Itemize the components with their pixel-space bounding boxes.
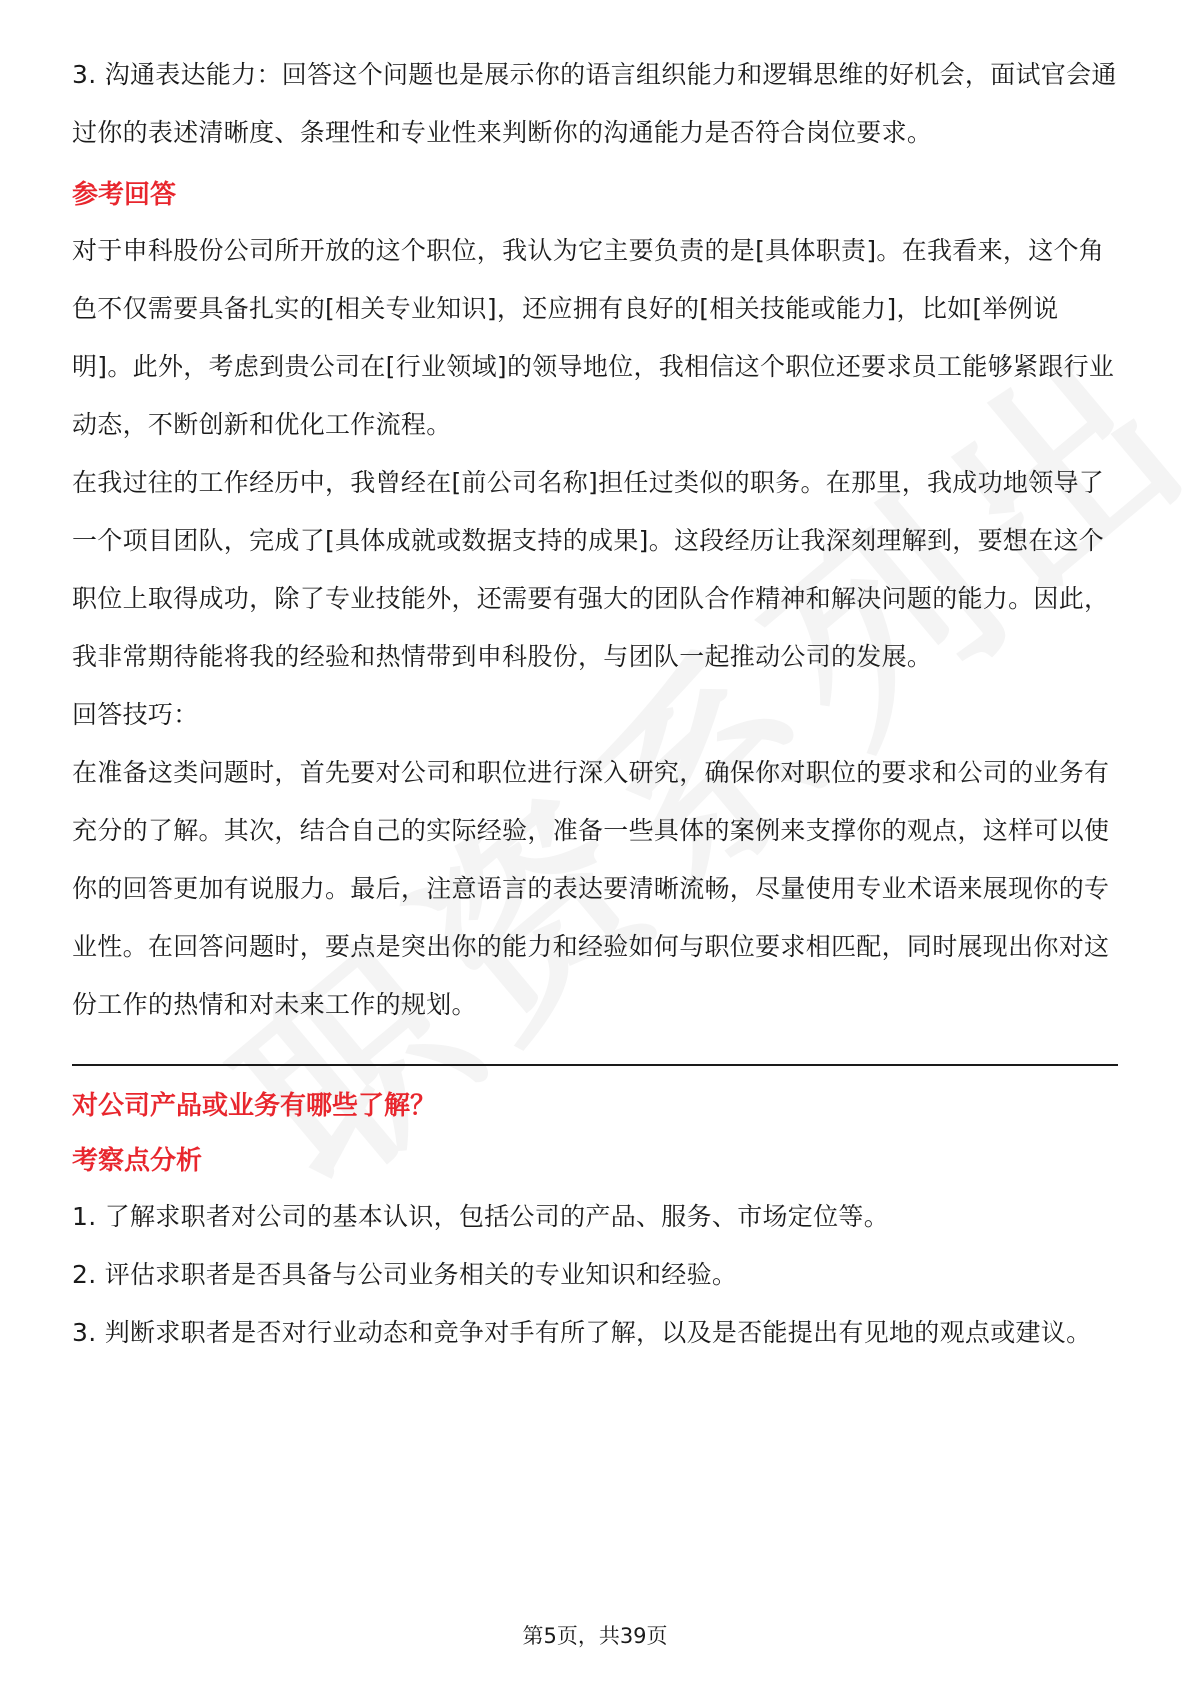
tips-text: 在准备这类问题时，首先要对公司和职位进行深入研究，确保你对职位的要求和公司的业务有充分的了解。其次，结合自己的实际经验，准备一些具体的案例来支撑你的观点，这样可以使你的回答更加有说服力。最后，注意语言的表达要清晰流畅，尽量使用专业术语来展现你的专业性。在回答问题时，要点是突出你的能力和经验如何与职位要求相匹配，同时展现出你对这份工作的热情和对未来工作的规划。: [72, 758, 1110, 1019]
analysis-point-3: 3. 沟通表达能力：回答这个问题也是展示你的语言组织能力和逻辑思维的好机会，面试官会通过你的表述清晰度、条理性和专业性来判断你的沟通能力是否符合岗位要求。: [72, 60, 1117, 147]
answer-paragraph-2: 在我过往的工作经历中，我曾经在[前公司名称]担任过类似的职务。在那里，我成功地领导了一个项目团队，完成了[具体成就或数据支持的成果]。这段经历让我深刻理解到，要想在这个职位上取得成功，除了专业技能外，还需要有强大的团队合作精神和解决问题的能力。因此，我非常期待能将我的经验和热情带到申科股份，与团队一起推动公司的发展。: [72, 468, 1110, 671]
page-footer: 第5页，共39页: [522, 1624, 668, 1648]
analysis-point-1: 1. 了解求职者对公司的基本认识，包括公司的产品、服务、市场定位等。: [72, 1202, 890, 1231]
answer-paragraph-1: 对于申科股份公司所开放的这个职位，我认为它主要负责的是[具体职责]。在我看来，这个角色不仅需要具备扎实的[相关专业知识]，还应拥有良好的[相关技能或能力]，比如[举例说明]。此外，考虑到贵公司在[行业领域]的领导地位，我相信这个职位还要求员工能够紧跟行业动态，不断创新和优化工作流程。: [72, 236, 1115, 439]
tips-label: 回答技巧：: [72, 700, 199, 729]
analysis-heading: 考察点分析: [72, 1146, 203, 1176]
question-title: 对公司产品或业务有哪些了解？: [72, 1091, 437, 1121]
answer-heading: 参考回答: [72, 180, 177, 210]
section-divider: [72, 1064, 1118, 1066]
page-content: [72, 46, 1118, 1362]
analysis-point-3b: 3. 判断求职者是否对行业动态和竞争对手有所了解，以及是否能提出有见地的观点或建议。: [72, 1318, 1092, 1347]
analysis-point-2: 2. 评估求职者是否具备与公司业务相关的专业知识和经验。: [72, 1260, 738, 1289]
